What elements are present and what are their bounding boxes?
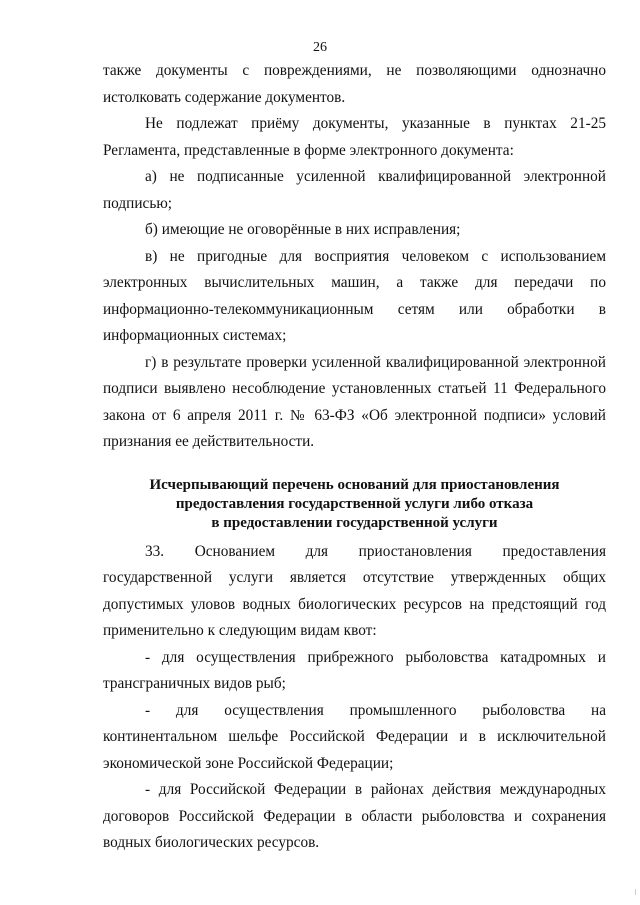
list-item-g: г) в результате проверки усиленной квалифицированной электронной подписи выявлено несоблюдение установленных статьей 11 Федерального закона от 6 апреля 2011 г. № 63-ФЗ «Об электронной подписи» условий признания ее действительности. — [103, 353, 606, 450]
page-number: 26 — [313, 40, 327, 55]
quota-item-coastal: - для осуществления прибрежного рыболовства катадромных и трансграничных видов рыб; — [103, 648, 606, 692]
list-item-v: в) не пригодные для восприятия человеком с использованием электронных вычислительных машин, а также для передачи по информационно-телекоммуникационным сетям или обработки в информационных системах; — [103, 247, 606, 344]
quota-item-international: - для Российской Федерации в районах действия международных договоров Российской Федерации в области рыболовства и сохранения водных биологических ресурсов. — [103, 781, 606, 851]
quota-item-industrial: - для осуществления промышленного рыболовства на континентальном шельфе Российской Федерации и в исключительной экономической зоне Российской Федерации; — [103, 701, 606, 772]
section-heading-line-3: в предоставлении государственной услуги — [211, 514, 498, 531]
paragraph-33: 33. Основанием для приостановления предоставления государственной услуги является отсутствие утвержденных общих допустимых уловов водных биологических ресурсов на предстоящий год применительно к следующим видам квот: — [103, 542, 606, 639]
section-heading-line-2: предоставления государственной услуги либо отказа — [175, 495, 534, 512]
paragraph-documents-damaged: также документы с повреждениями, не позволяющими однозначно истолковать содержание документов. — [103, 62, 606, 106]
document-body — [103, 58, 606, 857]
section-heading — [103, 476, 606, 533]
list-item-a: а) не подписанные усиленной квалифицированной электронной подписью; — [103, 168, 606, 212]
section-heading-line-1: Исчерпывающий перечень оснований для приостановления — [149, 476, 560, 493]
scan-margin-mark — [635, 889, 636, 895]
paragraph-not-accepted-intro: Не подлежат приёму документы, указанные в пунктах 21-25 Регламента, представленные в форме электронного документа: — [103, 115, 606, 159]
list-item-b: б) имеющие не оговорённые в них исправления; — [145, 221, 461, 238]
